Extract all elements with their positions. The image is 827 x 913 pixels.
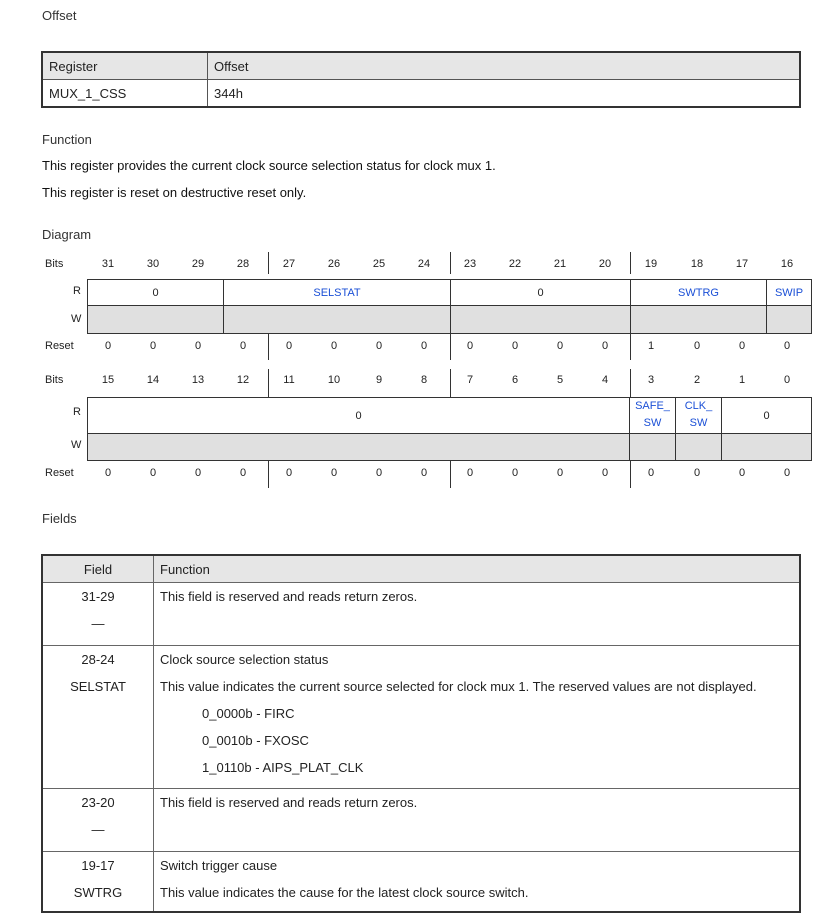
field-reserved-1-0: 0 (722, 398, 811, 434)
bit-number: 21 (553, 258, 567, 270)
field-description: This value indicates the cause for the latest clock source switch. (160, 885, 529, 900)
reset-value: 0 (285, 467, 293, 479)
bit-number: 26 (327, 258, 341, 270)
reset-value: 0 (149, 467, 157, 479)
bit-number: 24 (417, 258, 431, 270)
clk-sw-label-2: SW (689, 417, 708, 429)
bit-number: 16 (780, 258, 794, 270)
register-col-header: Register (42, 52, 208, 80)
offset-col-header: Offset (208, 52, 801, 80)
function-text-2: This register is reset on destructive reset only. (42, 185, 307, 200)
reset-value: 0 (738, 467, 746, 479)
bit-number: 17 (735, 258, 749, 270)
table-row (42, 583, 800, 646)
bit-number: 19 (644, 258, 658, 270)
field-value: 0_0000b - FIRC (202, 706, 295, 721)
field-description: This value indicates the current source selected for clock mux 1. The reserved values are not displayed. (160, 679, 757, 694)
bit-number: 11 (283, 374, 295, 386)
w-label-lower: W (71, 439, 82, 451)
reset-value: 0 (466, 467, 474, 479)
bit-number: 30 (146, 258, 160, 270)
bit-number: 25 (372, 258, 386, 270)
reset-value: 0 (194, 467, 202, 479)
offset-table (41, 51, 801, 108)
field-bits: 19-17 (81, 858, 115, 873)
reset-value: 0 (375, 340, 383, 352)
bit-number: 3 (647, 374, 655, 386)
bit-number: 31 (101, 258, 115, 270)
field-reserved-23-20: 0 (451, 280, 631, 306)
reset-value: 0 (556, 340, 564, 352)
w-label-upper: W (71, 313, 82, 325)
bit-number: 4 (601, 374, 609, 386)
field-name: — (91, 822, 105, 837)
field-description: Clock source selection status (160, 652, 329, 667)
reset-label-lower: Reset (45, 467, 74, 479)
bit-number: 6 (511, 374, 519, 386)
reset-value: 0 (285, 340, 293, 352)
field-swip: SWIP (767, 280, 811, 306)
r-label-lower: R (73, 406, 81, 418)
reset-value: 0 (375, 467, 383, 479)
register-name: MUX_1_CSS (42, 80, 208, 108)
field-name: — (91, 616, 105, 631)
bit-number: 27 (282, 258, 296, 270)
field-bits: 28-24 (81, 652, 115, 667)
bit-number: 0 (783, 374, 791, 386)
bit-number: 9 (375, 374, 383, 386)
reset-value: 0 (104, 467, 112, 479)
reset-value: 0 (104, 340, 112, 352)
field-bits: 31-29 (81, 589, 115, 604)
table-row (42, 646, 800, 789)
r-label-upper: R (73, 285, 81, 297)
reset-value: 0 (466, 340, 474, 352)
bit-number: 14 (146, 374, 160, 386)
field-col-header: Field (42, 555, 154, 583)
lower-register-row (87, 397, 812, 461)
field-value: 0_0010b - FXOSC (202, 733, 309, 748)
field-name: SELSTAT (70, 679, 126, 694)
field-description: This field is reserved and reads return zeros. (160, 589, 418, 604)
bit-number: 8 (420, 374, 428, 386)
safe-sw-label-1: SAFE_ (635, 400, 670, 412)
bit-number: 15 (101, 374, 115, 386)
bit-number: 12 (236, 374, 250, 386)
field-swtrg: SWTRG (631, 280, 767, 306)
reset-value: 0 (693, 340, 701, 352)
bits-label-lower: Bits (45, 374, 64, 386)
field-name: SWTRG (73, 885, 123, 900)
field-value: 1_0110b - AIPS_PLAT_CLK (202, 760, 364, 775)
reset-value: 0 (330, 340, 338, 352)
bit-number: 28 (236, 258, 250, 270)
bits-label-upper: Bits (45, 258, 64, 270)
bit-number: 2 (693, 374, 701, 386)
bit-number: 18 (690, 258, 704, 270)
bit-number: 22 (508, 258, 522, 270)
field-bits: 23-20 (81, 795, 115, 810)
function-heading: Function (42, 132, 92, 147)
bit-number: 10 (327, 374, 341, 386)
reset-value: 0 (330, 467, 338, 479)
reset-value: 0 (738, 340, 746, 352)
bit-number: 1 (738, 374, 746, 386)
bit-number: 23 (463, 258, 477, 270)
safe-sw-label-2: SW (643, 417, 662, 429)
fields-table (41, 554, 801, 913)
function-col-header: Function (154, 555, 801, 583)
reset-value: 0 (693, 467, 701, 479)
reset-value: 0 (149, 340, 157, 352)
fields-heading: Fields (42, 511, 77, 526)
reset-value: 0 (511, 467, 519, 479)
reset-value: 0 (783, 467, 791, 479)
reset-value: 0 (194, 340, 202, 352)
bit-number: 5 (556, 374, 564, 386)
bit-number: 7 (466, 374, 474, 386)
table-row (42, 852, 800, 912)
upper-register-row (87, 279, 812, 334)
bit-number: 29 (191, 258, 205, 270)
bit-number: 20 (598, 258, 612, 270)
field-description: Switch trigger cause (160, 858, 278, 873)
register-offset: 344h (208, 80, 801, 108)
field-safe-sw (630, 398, 676, 434)
reset-value: 0 (556, 467, 564, 479)
diagram-heading: Diagram (42, 227, 92, 242)
field-reserved-15-4: 0 (88, 398, 630, 434)
reset-value: 0 (420, 340, 428, 352)
field-reserved-31-29: 0 (88, 280, 224, 306)
offset-heading: Offset (42, 8, 77, 23)
clk-sw-label-1: CLK_ (684, 400, 713, 412)
reset-value: 0 (601, 340, 609, 352)
reset-value: 0 (239, 467, 247, 479)
bit-number: 13 (191, 374, 205, 386)
reset-value: 0 (601, 467, 609, 479)
reset-value: 1 (647, 340, 655, 352)
field-description: This field is reserved and reads return zeros. (160, 795, 418, 810)
table-row (42, 789, 800, 852)
reset-label-upper: Reset (45, 340, 74, 352)
reset-value: 0 (420, 467, 428, 479)
field-selstat: SELSTAT (224, 280, 451, 306)
reset-value: 0 (239, 340, 247, 352)
reset-value: 0 (647, 467, 655, 479)
reset-value: 0 (783, 340, 791, 352)
reset-value: 0 (511, 340, 519, 352)
field-clk-sw (676, 398, 722, 434)
function-text-1: This register provides the current clock source selection status for clock mux 1. (42, 158, 496, 173)
